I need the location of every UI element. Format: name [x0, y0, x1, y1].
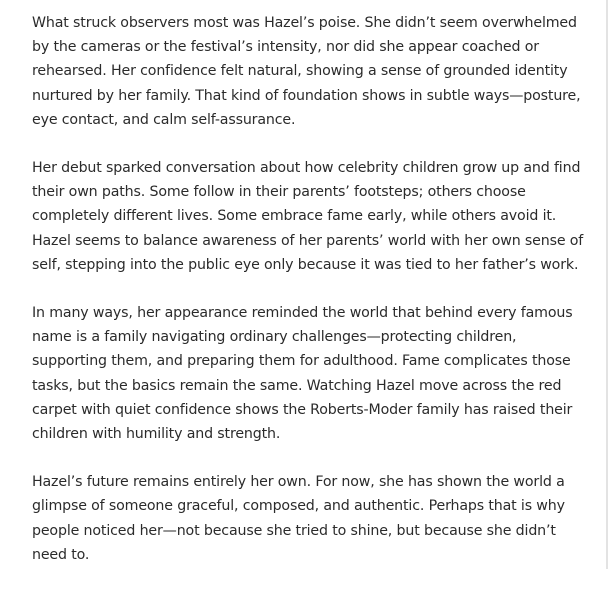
article-paragraph: In many ways, her appearance reminded the world that behind every famous name is a family navigating ordinary challenges—protecting children, supporting them, and preparing them for adulthood. Fame complicates those tasks, but the basics remain the same. Watching Hazel move across the red carpet with quiet confidence shows the Roberts-Moder family has raised their children with humility and strength.: [32, 305, 573, 443]
article-body: [32, 11, 592, 591]
article-paragraph: Hazel’s future remains entirely her own. For now, she has shown the world a glimpse of someone graceful, composed, and authentic. Perhaps that is why people noticed her—not because she tried to shine, but because she didn’t need to.: [32, 474, 565, 563]
article-paragraph: Her debut sparked conversation about how celebrity children grow up and find their own paths. Some follow in their parents’ footsteps; others choose completely different lives. Some embrace fame early, while others avoid it. Hazel seems to balance awareness of her parents’ world with her own sense of self, stepping into the public eye only because it was tied to her father’s work.: [32, 160, 584, 273]
article-paragraph: What struck observers most was Hazel’s poise. She didn’t seem overwhelmed by the cameras or the festival’s intensity, nor did she appear coached or rehearsed. Her confidence felt natural, showing a sense of grounded identity nurtured by her family. That kind of foundation shows in subtle ways—posture, eye contact, and calm self-assurance.: [32, 15, 581, 128]
